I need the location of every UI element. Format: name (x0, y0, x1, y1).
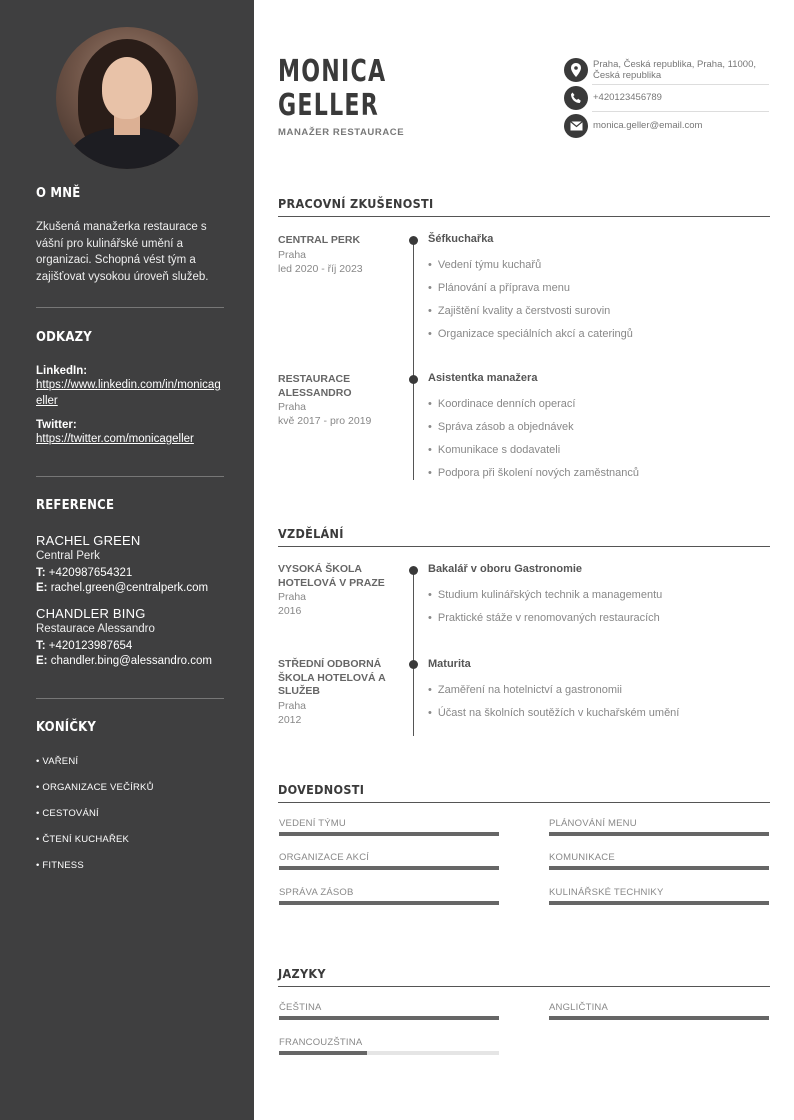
about-text: Zkušená manažerka restaurace s vášní pro kulinářské umění a organizaci. Schopná vést tým a zajišťovat vysokou úroveň služeb. (36, 221, 209, 283)
language-item (279, 1037, 499, 1055)
hobbies-section (36, 720, 224, 886)
reference-email: E: chandler.bing@alessandro.com (36, 655, 212, 667)
timeline-line (413, 240, 414, 480)
employer-name: RESTAURACE ALESSANDRO (278, 373, 352, 399)
experience-heading: PRACOVNÍ ZKUŠENOSTI (278, 196, 434, 211)
links-heading: ODKAZY (36, 330, 92, 345)
employer-city: Praha (278, 401, 307, 413)
twitter-label: Twitter: (36, 419, 77, 431)
sidebar-divider (36, 476, 224, 477)
education-entry-meta (278, 658, 404, 727)
about-section (36, 186, 224, 285)
links-section (36, 330, 224, 447)
education-details (428, 588, 768, 634)
duty-item: • Koordinace denních operací (428, 397, 768, 420)
languages-heading: JAZYKY (278, 966, 326, 981)
language-bar-fill (279, 1016, 499, 1020)
hobbies-heading: KONÍČKY (36, 720, 97, 735)
envelope-icon (564, 114, 588, 138)
detail-item: • Účast na školních soutěžích v kuchařském umění (428, 706, 768, 729)
skill-item (279, 852, 499, 870)
linkedin-link[interactable]: https://www.linkedin.com/in/monicageller (36, 379, 221, 407)
skill-item (549, 887, 769, 905)
education-heading: VZDĚLÁNÍ (278, 526, 344, 541)
skill-label: KULINÁŘSKÉ TECHNIKY (549, 887, 664, 898)
sidebar-divider (36, 698, 224, 699)
section-rule (278, 986, 770, 987)
skill-bar (279, 832, 499, 836)
hobby-item: • VAŘENÍ (36, 756, 79, 767)
section-rule (278, 216, 770, 217)
school-city: Praha (278, 591, 307, 603)
employment-dates: led 2020 - říj 2023 (278, 262, 363, 275)
duty-item: • Podpora při školení nových zaměstnanců (428, 466, 768, 489)
phone-text[interactable]: +420123456789 (593, 92, 662, 104)
timeline-line (413, 570, 414, 736)
job-duties (428, 397, 768, 489)
skill-bar-fill (549, 832, 769, 836)
language-bar (279, 1016, 499, 1020)
graduation-year: 2016 (278, 605, 302, 617)
section-rule (278, 802, 770, 803)
skill-bar-fill (279, 832, 499, 836)
degree: Maturita (428, 658, 471, 670)
employer-name: CENTRAL PERK (278, 234, 361, 246)
experience-entry-meta (278, 234, 404, 276)
skills-heading: DOVEDNOSTI (278, 782, 365, 797)
reference-item (36, 606, 224, 669)
job-duties (428, 258, 768, 350)
profile-photo (56, 27, 198, 169)
duty-item: • Plánování a příprava menu (428, 281, 768, 304)
reference-item (36, 533, 224, 596)
duty-item: • Zajištění kvality a čerstvosti surovin (428, 304, 768, 327)
detail-item: • Studium kulinářských technik a managementu (428, 588, 768, 611)
twitter-link[interactable]: https://twitter.com/monicageller (36, 433, 194, 445)
contact-phone (564, 86, 769, 110)
language-label: ANGLIČTINA (549, 1002, 609, 1013)
contact-divider (592, 84, 769, 85)
skill-item (549, 818, 769, 836)
skill-bar-fill (279, 901, 499, 905)
timeline-dot (409, 375, 418, 384)
skill-label: PLÁNOVÁNÍ MENU (549, 818, 637, 829)
skill-bar (279, 901, 499, 905)
skill-item (279, 887, 499, 905)
education-details (428, 683, 768, 729)
section-rule (278, 546, 770, 547)
contact-email (564, 114, 769, 138)
address-text: Praha, Česká republika, Praha, 11000, Česká republika (593, 58, 757, 81)
skill-bar (549, 832, 769, 836)
skill-bar-fill (279, 866, 499, 870)
contact-divider (592, 111, 769, 112)
skill-label: ORGANIZACE AKCÍ (279, 852, 370, 863)
email-text[interactable]: monica.geller@email.com (593, 120, 703, 132)
skill-item (549, 852, 769, 870)
duty-item: • Komunikace s dodavateli (428, 443, 768, 466)
timeline-dot (409, 660, 418, 669)
language-item (279, 1002, 499, 1020)
education-entry-meta (278, 563, 404, 618)
language-bar (279, 1051, 499, 1055)
school-city: Praha (278, 699, 307, 712)
employment-dates: kvě 2017 - pro 2019 (278, 415, 372, 427)
language-bar (549, 1016, 769, 1020)
reference-email: E: rachel.green@centralperk.com (36, 582, 209, 594)
skill-label: VEDENÍ TÝMU (279, 818, 346, 829)
experience-entry-meta (278, 373, 404, 428)
skill-bar (549, 901, 769, 905)
contact-address (564, 58, 769, 82)
job-title: MANAŽER RESTAURACE (278, 127, 405, 138)
hobby-item: • FITNESS (36, 860, 84, 871)
job-role: Šéfkuchařka (428, 233, 494, 245)
reference-phone: T: +420987654321 (36, 567, 133, 579)
skill-bar (549, 866, 769, 870)
sidebar (0, 0, 254, 1120)
skill-bar-fill (549, 901, 769, 905)
timeline-dot (409, 566, 418, 575)
hobby-item: • ORGANIZACE VEČÍRKŮ (36, 782, 154, 793)
language-label: ČEŠTINA (279, 1002, 322, 1013)
hobby-item: • CESTOVÁNÍ (36, 808, 99, 819)
reference-company: Central Perk (36, 550, 100, 562)
references-section (36, 498, 224, 669)
skill-item (279, 818, 499, 836)
school-name: STŘEDNÍ ODBORNÁ ŠKOLA HOTELOVÁ A SLUŽEB (278, 658, 386, 697)
skill-label: SPRÁVA ZÁSOB (279, 887, 354, 898)
employer-city: Praha (278, 248, 307, 261)
degree: Bakalář v oboru Gastronomie (428, 563, 583, 575)
reference-name: CHANDLER BING (36, 606, 146, 621)
phone-icon (564, 86, 588, 110)
duty-item: • Organizace speciálních akcí a cateringů (428, 327, 768, 350)
language-label: FRANCOUZŠTINA (279, 1037, 363, 1048)
graduation-year: 2012 (278, 713, 302, 726)
skill-bar (279, 866, 499, 870)
hobby-item: • ČTENÍ KUCHAŘEK (36, 834, 130, 845)
detail-item: • Zaměření na hotelnictví a gastronomii (428, 683, 768, 706)
duty-item: • Správa zásob a objednávek (428, 420, 768, 443)
reference-name: RACHEL GREEN (36, 533, 141, 548)
skill-label: KOMUNIKACE (549, 852, 615, 863)
job-role: Asistentka manažera (428, 372, 538, 384)
location-pin-icon (564, 58, 588, 82)
reference-phone: T: +420123987654 (36, 640, 133, 652)
language-bar-fill (549, 1016, 769, 1020)
language-item (549, 1002, 769, 1020)
timeline-dot (409, 236, 418, 245)
linkedin-label: LinkedIn: (36, 365, 88, 377)
sidebar-divider (36, 307, 224, 308)
detail-item: • Praktické stáže v renomovaných restauracích (428, 611, 768, 634)
duty-item: • Vedení týmu kuchařů (428, 258, 768, 281)
language-bar-fill (279, 1051, 367, 1055)
reference-company: Restaurace Alessandro (36, 623, 155, 635)
school-name: VYSOKÁ ŠKOLA HOTELOVÁ V PRAZE (278, 563, 385, 589)
about-heading: O MNĚ (36, 186, 81, 201)
skill-bar-fill (549, 866, 769, 870)
references-heading: REFERENCE (36, 498, 115, 513)
candidate-name: MONICA GELLER (278, 54, 387, 123)
